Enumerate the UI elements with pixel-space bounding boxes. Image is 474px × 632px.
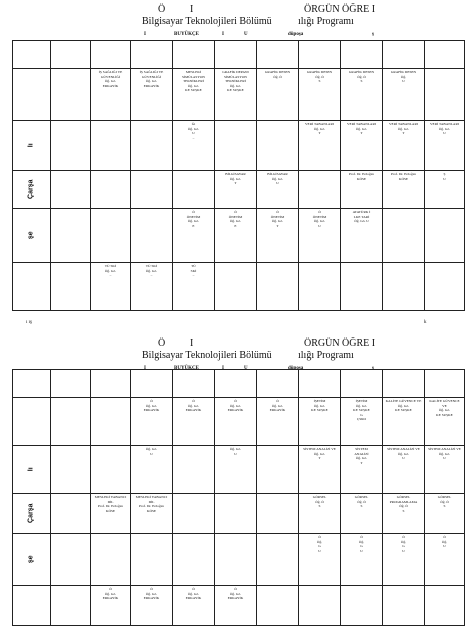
page1-sub3-4: düpoşa: [288, 32, 304, 37]
schedule-cell: [257, 121, 299, 171]
schedule-cell: VERİ TABANLARI Öğ. Gö. U: [425, 121, 465, 171]
schedule-cell: Ö Öğ. Gö. ERKAYİK: [131, 398, 173, 446]
schedule-cell: İŞETİM Öğ. Gö. KE SUŞKE: [299, 398, 341, 446]
page1-title-c: ÖRGÜN ÖĞRE I: [304, 4, 376, 15]
day-label-text: Iı: [27, 467, 35, 472]
page1-sub3-3: U: [244, 32, 248, 37]
page1-title-b: I: [190, 4, 194, 15]
schedule-cell: GRAFİK DESEN Öğ. Ö: [257, 69, 299, 121]
schedule-cell: [299, 370, 341, 398]
schedule-cell: [425, 209, 465, 263]
day-label: [13, 121, 51, 171]
schedule-cell: [257, 370, 299, 398]
schedule-cell: GRAFİK DEPANI SİMÜLASYON TEKNİKLERİ Öğ. Gö. KE SUŞKE: [215, 69, 257, 121]
schedule-cell: [425, 586, 465, 626]
day-label-text: Çarşa: [27, 179, 35, 200]
page1-footer-right: k: [424, 320, 427, 325]
page2-sub3-0: I: [144, 366, 146, 371]
schedule-cell: BİLGİSAYAR Öğ. Gö. U: [257, 171, 299, 209]
schedule-cell: [173, 446, 215, 494]
schedule-row: [13, 171, 465, 209]
schedule-cell: [51, 398, 91, 446]
schedule-cell: [51, 171, 91, 209]
schedule-cell: [91, 209, 131, 263]
schedule-cell: [131, 209, 173, 263]
schedule-cell: GÖRSEL PROGRAMLAMA Öğ. Ö S: [383, 494, 425, 534]
schedule-cell: [215, 534, 257, 586]
schedule-row: [13, 209, 465, 263]
schedule-cell: MESLEKİ YABANCI DİL Prof. Dr. Erdoğan KÖSE: [131, 494, 173, 534]
schedule-cell: [215, 494, 257, 534]
schedule-row: [13, 370, 465, 398]
schedule-cell: Ö Öğ. U: [425, 534, 465, 586]
schedule-cell: [341, 370, 383, 398]
day-label: [13, 494, 51, 534]
schedule-cell: [341, 586, 383, 626]
schedule-cell: [51, 69, 91, 121]
schedule-row: [13, 534, 465, 586]
page2-sub3-1: BUYÜKÇE: [174, 366, 200, 371]
schedule-cell: [425, 69, 465, 121]
schedule-cell: [257, 263, 299, 311]
schedule-cell: GRAFİK DESEN Öğ. U: [383, 69, 425, 121]
schedule-cell: Ö Öğ. Gö. ERKAYİK: [257, 398, 299, 446]
day-label: [13, 534, 51, 586]
schedule-row: [13, 446, 465, 494]
schedule-cell: [425, 263, 465, 311]
page2-schedule-table: [12, 369, 465, 626]
schedule-cell: [51, 534, 91, 586]
schedule-cell: [91, 398, 131, 446]
schedule-cell: İŞ SAĞLIĞI VE GÜVENLİĞİ Öğ. Gö. ERKAYİK: [131, 69, 173, 121]
schedule-cell: Ö ÖNETİM Öğ. Gö. E: [173, 209, 215, 263]
schedule-cell: [383, 586, 425, 626]
schedule-cell: [91, 171, 131, 209]
schedule-row: [13, 494, 465, 534]
schedule-cell: GRAFİK DESEN Öğ. Ö S: [299, 69, 341, 121]
schedule-cell: GÖRSEL Öğ. Ö S: [425, 494, 465, 534]
day-label: [13, 209, 51, 263]
schedule-cell: [51, 209, 91, 263]
page2-sub3-5: ş: [372, 366, 374, 371]
page1-sub3-0: I: [144, 32, 146, 37]
schedule-cell: BİLGİSAYAR Öğ. Gö. T: [215, 171, 257, 209]
schedule-cell: [173, 370, 215, 398]
schedule-cell: Öğ. Gö. U: [215, 446, 257, 494]
schedule-cell: [257, 534, 299, 586]
schedule-cell: Ö Öğ. Gö. ERKAYİK: [215, 398, 257, 446]
schedule-cell: [51, 263, 91, 311]
schedule-cell: [173, 171, 215, 209]
page2-subtitle: Bilgisayar Teknolojileri Bölümü: [142, 350, 272, 361]
schedule-cell: TÜ SKİ Öğ. Gö. –: [131, 263, 173, 311]
schedule-cell: Ö ÖNETİM Öğ. Gö. U: [299, 209, 341, 263]
day-label: [13, 586, 51, 626]
page2-sub3-2: I: [222, 366, 224, 371]
schedule-cell: VERİ TABANLARI Öğ. Gö. T: [341, 121, 383, 171]
page2-title-c: ÖRGÜN ÖĞRE I: [304, 338, 376, 349]
schedule-cell: [51, 370, 91, 398]
schedule-cell: [51, 446, 91, 494]
schedule-cell: Ö Öğ. Gö. ERKAYİK: [173, 398, 215, 446]
schedule-cell: [257, 586, 299, 626]
schedule-cell: [91, 121, 131, 171]
schedule-cell: TÜ SKİ –: [173, 263, 215, 311]
day-label: [13, 370, 51, 398]
schedule-row: [13, 263, 465, 311]
schedule-cell: [215, 121, 257, 171]
schedule-cell: Prof. Dr. Erdoğan KÖSE: [341, 171, 383, 209]
schedule-cell: ATATÜRK İ LKE TARİ Öğ. Gö. U: [341, 209, 383, 263]
schedule-cell: TÜ SKİ Öğ. Gö. –: [91, 263, 131, 311]
schedule-cell: Ö Öğ. Gö. ERKAYİK: [91, 586, 131, 626]
schedule-cell: [173, 534, 215, 586]
schedule-cell: Öğ. Gö. U: [131, 446, 173, 494]
schedule-cell: [383, 209, 425, 263]
day-label-text: şe: [27, 231, 35, 240]
schedule-cell: [91, 446, 131, 494]
schedule-cell: [299, 586, 341, 626]
schedule-row: [13, 586, 465, 626]
schedule-cell: GÖRSEL Öğ. Ö S: [341, 494, 383, 534]
schedule-cell: Ö ÖNETİM Öğ. Gö. E: [215, 209, 257, 263]
day-label-text: Çarşa: [27, 503, 35, 524]
schedule-cell: Ö Öğ. G U: [299, 534, 341, 586]
page2-subtitle-right: ılığı Programı: [298, 350, 354, 361]
schedule-cell: [425, 370, 465, 398]
page1-footer-left: ı ış: [26, 320, 32, 325]
schedule-cell: KALİTE GÜVENCE VE Öğ. Gö. KE SUŞKE: [425, 398, 465, 446]
day-label: [13, 171, 51, 209]
page1-header-row: [13, 41, 465, 69]
schedule-cell: Ö Öğ. G U: [341, 534, 383, 586]
page1-subtitle: Bilgisayar Teknolojileri Bölümü: [142, 16, 272, 27]
schedule-cell: [299, 171, 341, 209]
schedule-cell: [215, 370, 257, 398]
page2-title-b: I: [190, 338, 194, 349]
schedule-cell: [173, 494, 215, 534]
schedule-cell: İŞETİM Öğ. Gö. KE SUŞKE G ÇSRO: [341, 398, 383, 446]
day-label-text: Iı: [27, 143, 35, 148]
schedule-cell: Ö Öğ. Gö. ERKAYİK: [173, 586, 215, 626]
day-label: [13, 446, 51, 494]
schedule-cell: [51, 494, 91, 534]
schedule-cell: SİSTEM ANALİZİ Öğ. Gö. T: [341, 446, 383, 494]
schedule-cell: İŞ SAĞLIĞI VE GÜVENLİĞİ Öğ. Gö. ERKAYİK: [91, 69, 131, 121]
day-label-text: şe: [27, 555, 35, 564]
schedule-cell: [383, 370, 425, 398]
page1-sub3-1: BUYÜKÇE: [174, 32, 200, 37]
schedule-cell: [131, 534, 173, 586]
schedule-cell: [51, 586, 91, 626]
schedule-cell: [341, 263, 383, 311]
schedule-cell: [91, 534, 131, 586]
schedule-cell: KALİTE GÜVENCE VE Öğ. Gö. KE SUŞKE: [383, 398, 425, 446]
schedule-cell: [257, 446, 299, 494]
schedule-row: [13, 121, 465, 171]
day-label: [13, 69, 51, 121]
schedule-cell: SİSTEM ANALİZİ VE Öğ. Gö. U: [383, 446, 425, 494]
schedule-cell: GÖRSEL Öğ. Ö S: [299, 494, 341, 534]
schedule-cell: [131, 171, 173, 209]
page1-title-a: Ö: [158, 4, 166, 15]
day-label: [13, 263, 51, 311]
schedule-cell: [51, 121, 91, 171]
schedule-cell: [299, 263, 341, 311]
schedule-row: [13, 398, 465, 446]
schedule-cell: Ği Öğ. Gö. U –: [173, 121, 215, 171]
schedule-cell: Prof. Dr. Erdoğan KÖSE: [383, 171, 425, 209]
schedule-cell: [215, 263, 257, 311]
schedule-cell: [131, 121, 173, 171]
schedule-cell: GRAFİK DESEN Öğ. Ö S: [341, 69, 383, 121]
schedule-cell: Ş U: [425, 171, 465, 209]
schedule-cell: MESLEKİ SİMÜLASYON TEKNİKLERİ Öğ. Gö. KE SUŞKE: [173, 69, 215, 121]
schedule-cell: [91, 370, 131, 398]
schedule-row: [13, 69, 465, 121]
schedule-cell: [383, 263, 425, 311]
page2-sub3-3: U: [244, 366, 248, 371]
schedule-cell: [131, 370, 173, 398]
schedule-cell: SİSTEM ANALİZİ VE Öğ. Gö. U: [425, 446, 465, 494]
day-label: [13, 398, 51, 446]
schedule-cell: Ö Öğ. Gö. ERKAYİK: [131, 586, 173, 626]
schedule-cell: MESLEKİ YABANCI DİL Prof. Dr. Erdoğan KÖSE: [91, 494, 131, 534]
schedule-cell: Ö ÖNETİM Öğ. Gö. T: [257, 209, 299, 263]
schedule-cell: VERİ TABANLARI Öğ. Gö. T: [383, 121, 425, 171]
page2-title-a: Ö: [158, 338, 166, 349]
page1-subtitle-right: ılığı Programı: [298, 16, 354, 27]
schedule-cell: SİSTEM ANALİZİ VE Öğ. Gö. T: [299, 446, 341, 494]
schedule-cell: Ö Öğ. G U: [383, 534, 425, 586]
schedule-cell: Ö Öğ. Gö. ERKAYİK: [215, 586, 257, 626]
page1-sub3-2: I: [222, 32, 224, 37]
schedule-cell: VERİ TABANLARI Öğ. Gö. T: [299, 121, 341, 171]
page1-schedule-table: [12, 40, 465, 311]
schedule-cell: [257, 494, 299, 534]
page2-sub3-4: düpoşa: [288, 366, 304, 371]
page1-sub3-5: ş: [372, 32, 374, 37]
